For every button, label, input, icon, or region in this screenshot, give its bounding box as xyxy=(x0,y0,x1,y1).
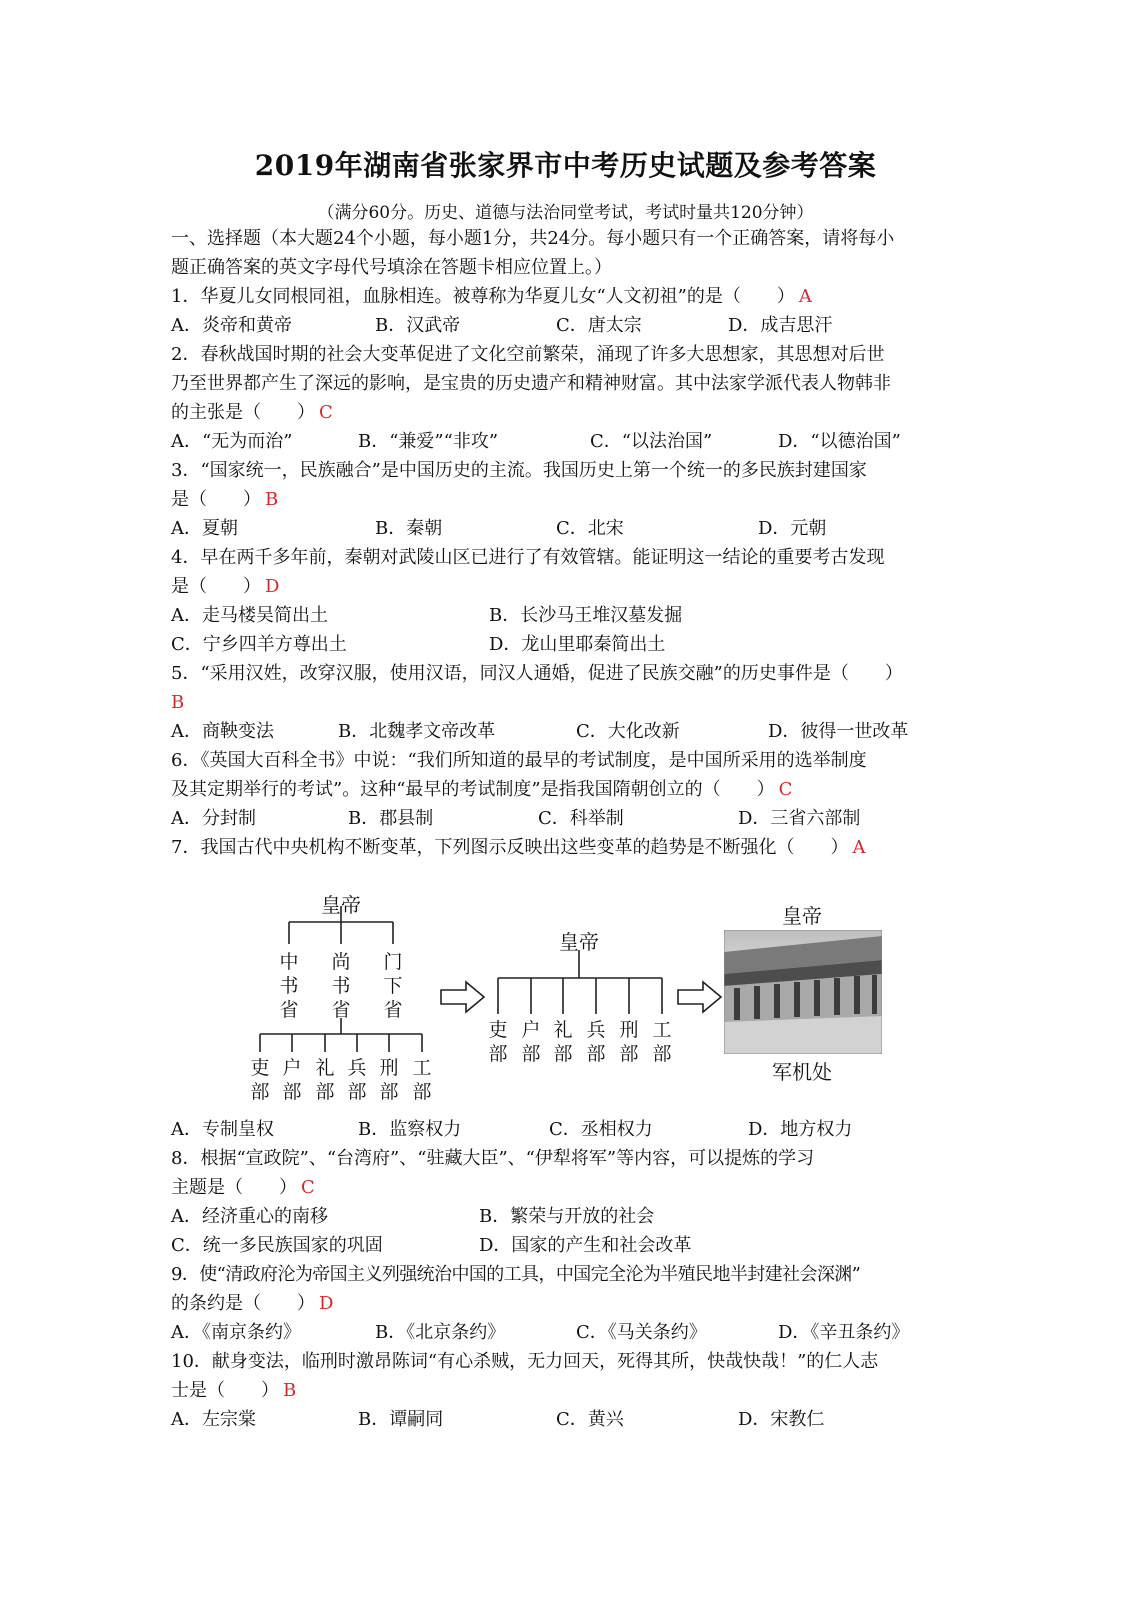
bu-bing: 兵部 xyxy=(347,1057,367,1103)
option-b: B．“兼爱”“非攻” xyxy=(358,431,499,452)
option-c: C．大化改新 xyxy=(576,721,680,742)
option-a: A．《南京条约》 xyxy=(171,1322,301,1343)
option-a: A．经济重心的南移 xyxy=(171,1206,328,1227)
option-b: B．北魏孝文帝改革 xyxy=(338,721,496,742)
question-line: 的条约是（ ） D xyxy=(171,1293,334,1314)
junjichu-photo xyxy=(724,930,882,1054)
question-line: 是（ ） B xyxy=(171,489,279,510)
question-line: 士是（ ） B xyxy=(171,1380,297,1401)
bu-hu: 户部 xyxy=(282,1057,302,1103)
question-line: 的主张是（ ） C xyxy=(171,402,333,423)
sheng-menxia: 门下省 xyxy=(383,951,403,1021)
option-d: D．地方权力 xyxy=(748,1119,853,1140)
page-subtitle: （满分60分。历史、道德与法治同堂考试，考试时量共120分钟） xyxy=(317,203,814,223)
option-b: B．郡县制 xyxy=(348,808,434,829)
question-line: 10．献身变法，临刑时激昂陈词“有心杀贼，无力回天，死得其所，快哉快哉！”的仁人志 xyxy=(171,1351,879,1372)
option-a: A．商鞅变法 xyxy=(171,721,274,742)
option-b: B．监察权力 xyxy=(358,1119,462,1140)
question-line: 7．我国古代中央机构不断变革，下列图示反映出这些变革的趋势是不断强化（ ） A xyxy=(171,837,866,858)
option-b: B．谭嗣同 xyxy=(358,1409,444,1430)
answer-key: C xyxy=(778,779,793,800)
option-d: D．宋教仁 xyxy=(738,1409,825,1430)
answer-key: B xyxy=(265,489,279,510)
bu-li: 吏部 xyxy=(250,1057,270,1103)
option-b: B．汉武帝 xyxy=(375,315,461,336)
option-d: D．彼得一世改革 xyxy=(768,721,909,742)
question-line: 4．早在两千多年前，秦朝对武陵山区已进行了有效管辖。能证明这一结论的重要考古发现 xyxy=(171,547,885,568)
option-c: C．“以法治国” xyxy=(590,431,713,452)
question-line: 5．“采用汉姓，改穿汉服，使用汉语，同汉人通婚，促进了民族交融”的历史事件是（ ） xyxy=(171,663,903,684)
option-b: B．《北京条约》 xyxy=(375,1322,506,1343)
bu-bing: 兵部 xyxy=(586,1019,606,1065)
answer-key: B xyxy=(171,692,185,713)
question-line: 2．春秋战国时期的社会大变革促进了文化空前繁荣，涌现了许多大思想家，其思想对后世 xyxy=(171,344,885,365)
option-a: A．“无为而治” xyxy=(171,431,293,452)
bu-li-rites: 礼部 xyxy=(315,1057,335,1103)
option-d: D．三省六部制 xyxy=(738,808,861,829)
sheng-shangshu: 尚书省 xyxy=(331,951,351,1021)
page-title: 2019年湖南省张家界市中考历史试题及参考答案 xyxy=(254,149,877,182)
question-line: 9．使“清政府沦为帝国主义列强统治中国的工具，中国完全沦为半殖民地半封建社会深渊” xyxy=(171,1264,861,1285)
answer-key: D xyxy=(265,576,280,597)
sheng-zhongshu: 中书省 xyxy=(279,951,299,1021)
option-a: A．专制皇权 xyxy=(171,1119,274,1140)
option-b: B．秦朝 xyxy=(375,518,443,539)
option-a: A．炎帝和黄帝 xyxy=(171,315,292,336)
option-c: C．统一多民族国家的巩固 xyxy=(171,1235,383,1256)
answer-key: C xyxy=(301,1177,315,1198)
bu-xing: 刑部 xyxy=(379,1057,399,1103)
bu-gong: 工部 xyxy=(652,1019,672,1065)
emperor-label: 皇帝 xyxy=(321,893,361,917)
question-line: 8．根据“宣政院”、“台湾府”、“驻藏大臣”、“伊犁将军”等内容，可以提炼的学习 xyxy=(171,1148,815,1169)
answer-key: B xyxy=(283,1380,297,1401)
answer-key: C xyxy=(319,402,333,423)
option-c: C．《马关条约》 xyxy=(576,1322,707,1343)
option-c: C．科举制 xyxy=(538,808,624,829)
question-line: 3．“国家统一，民族融合”是中国历史的主流。我国历史上第一个统一的多民族封建国家 xyxy=(171,460,867,481)
bu-gong: 工部 xyxy=(412,1057,432,1103)
question-line: 6．《英国大百科全书》中说：“我们所知道的最早的考试制度，是中国所采用的选举制度 xyxy=(171,750,867,771)
option-a: A．左宗棠 xyxy=(171,1409,256,1430)
answer-key: A xyxy=(852,837,866,858)
option-c: C．宁乡四羊方尊出土 xyxy=(171,634,347,655)
junjichu-label: 军机处 xyxy=(772,1060,832,1084)
option-d: D．“以德治国” xyxy=(778,431,901,452)
emperor-label: 皇帝 xyxy=(559,930,599,954)
option-b: B．繁荣与开放的社会 xyxy=(479,1206,655,1227)
question-line: 1．华夏儿女同根同祖，血脉相连。被尊称为华夏儿女“人文初祖”的是（ ） A xyxy=(171,286,812,307)
answer-key: D xyxy=(319,1293,334,1314)
answer-key: A xyxy=(798,286,812,307)
option-d: D．国家的产生和社会改革 xyxy=(479,1235,692,1256)
option-d: D．《辛丑条约》 xyxy=(778,1322,910,1343)
option-a: A．夏朝 xyxy=(171,518,238,539)
section-heading-line: 题正确答案的英文字母代号填涂在答题卡相应位置上。） xyxy=(171,257,612,278)
option-d: D．成吉思汗 xyxy=(728,315,833,336)
option-c: C．唐太宗 xyxy=(556,315,642,336)
option-a: A．分封制 xyxy=(171,808,256,829)
question-line: 乃至世界都产生了深远的影响，是宝贵的历史遗产和精神财富。其中法家学派代表人物韩非 xyxy=(171,373,891,394)
question-line: 主题是（ ） C xyxy=(171,1177,315,1198)
bu-li: 吏部 xyxy=(488,1019,508,1065)
bu-hu: 户部 xyxy=(521,1019,541,1065)
bu-li-rites: 礼部 xyxy=(553,1019,573,1065)
option-c: C．丞相权力 xyxy=(549,1119,653,1140)
section-heading-line: 一、选择题（本大题24个小题，每小题1分，共24分。每小题只有一个正确答案，请将每小 xyxy=(171,228,895,249)
bu-xing: 刑部 xyxy=(619,1019,639,1065)
option-b: B．长沙马王堆汉墓发掘 xyxy=(489,605,683,626)
option-a: A．走马楼吴简出土 xyxy=(171,605,328,626)
option-d: D．龙山里耶秦简出土 xyxy=(489,634,666,655)
question-line: 及其定期举行的考试”。这种“最早的考试制度”是指我国隋朝创立的（ ） C xyxy=(171,779,793,800)
option-c: C．黄兴 xyxy=(556,1409,624,1430)
option-d: D．元朝 xyxy=(758,518,827,539)
emperor-label: 皇帝 xyxy=(782,904,822,928)
question-line: 是（ ） D xyxy=(171,576,280,597)
option-c: C．北宋 xyxy=(556,518,624,539)
